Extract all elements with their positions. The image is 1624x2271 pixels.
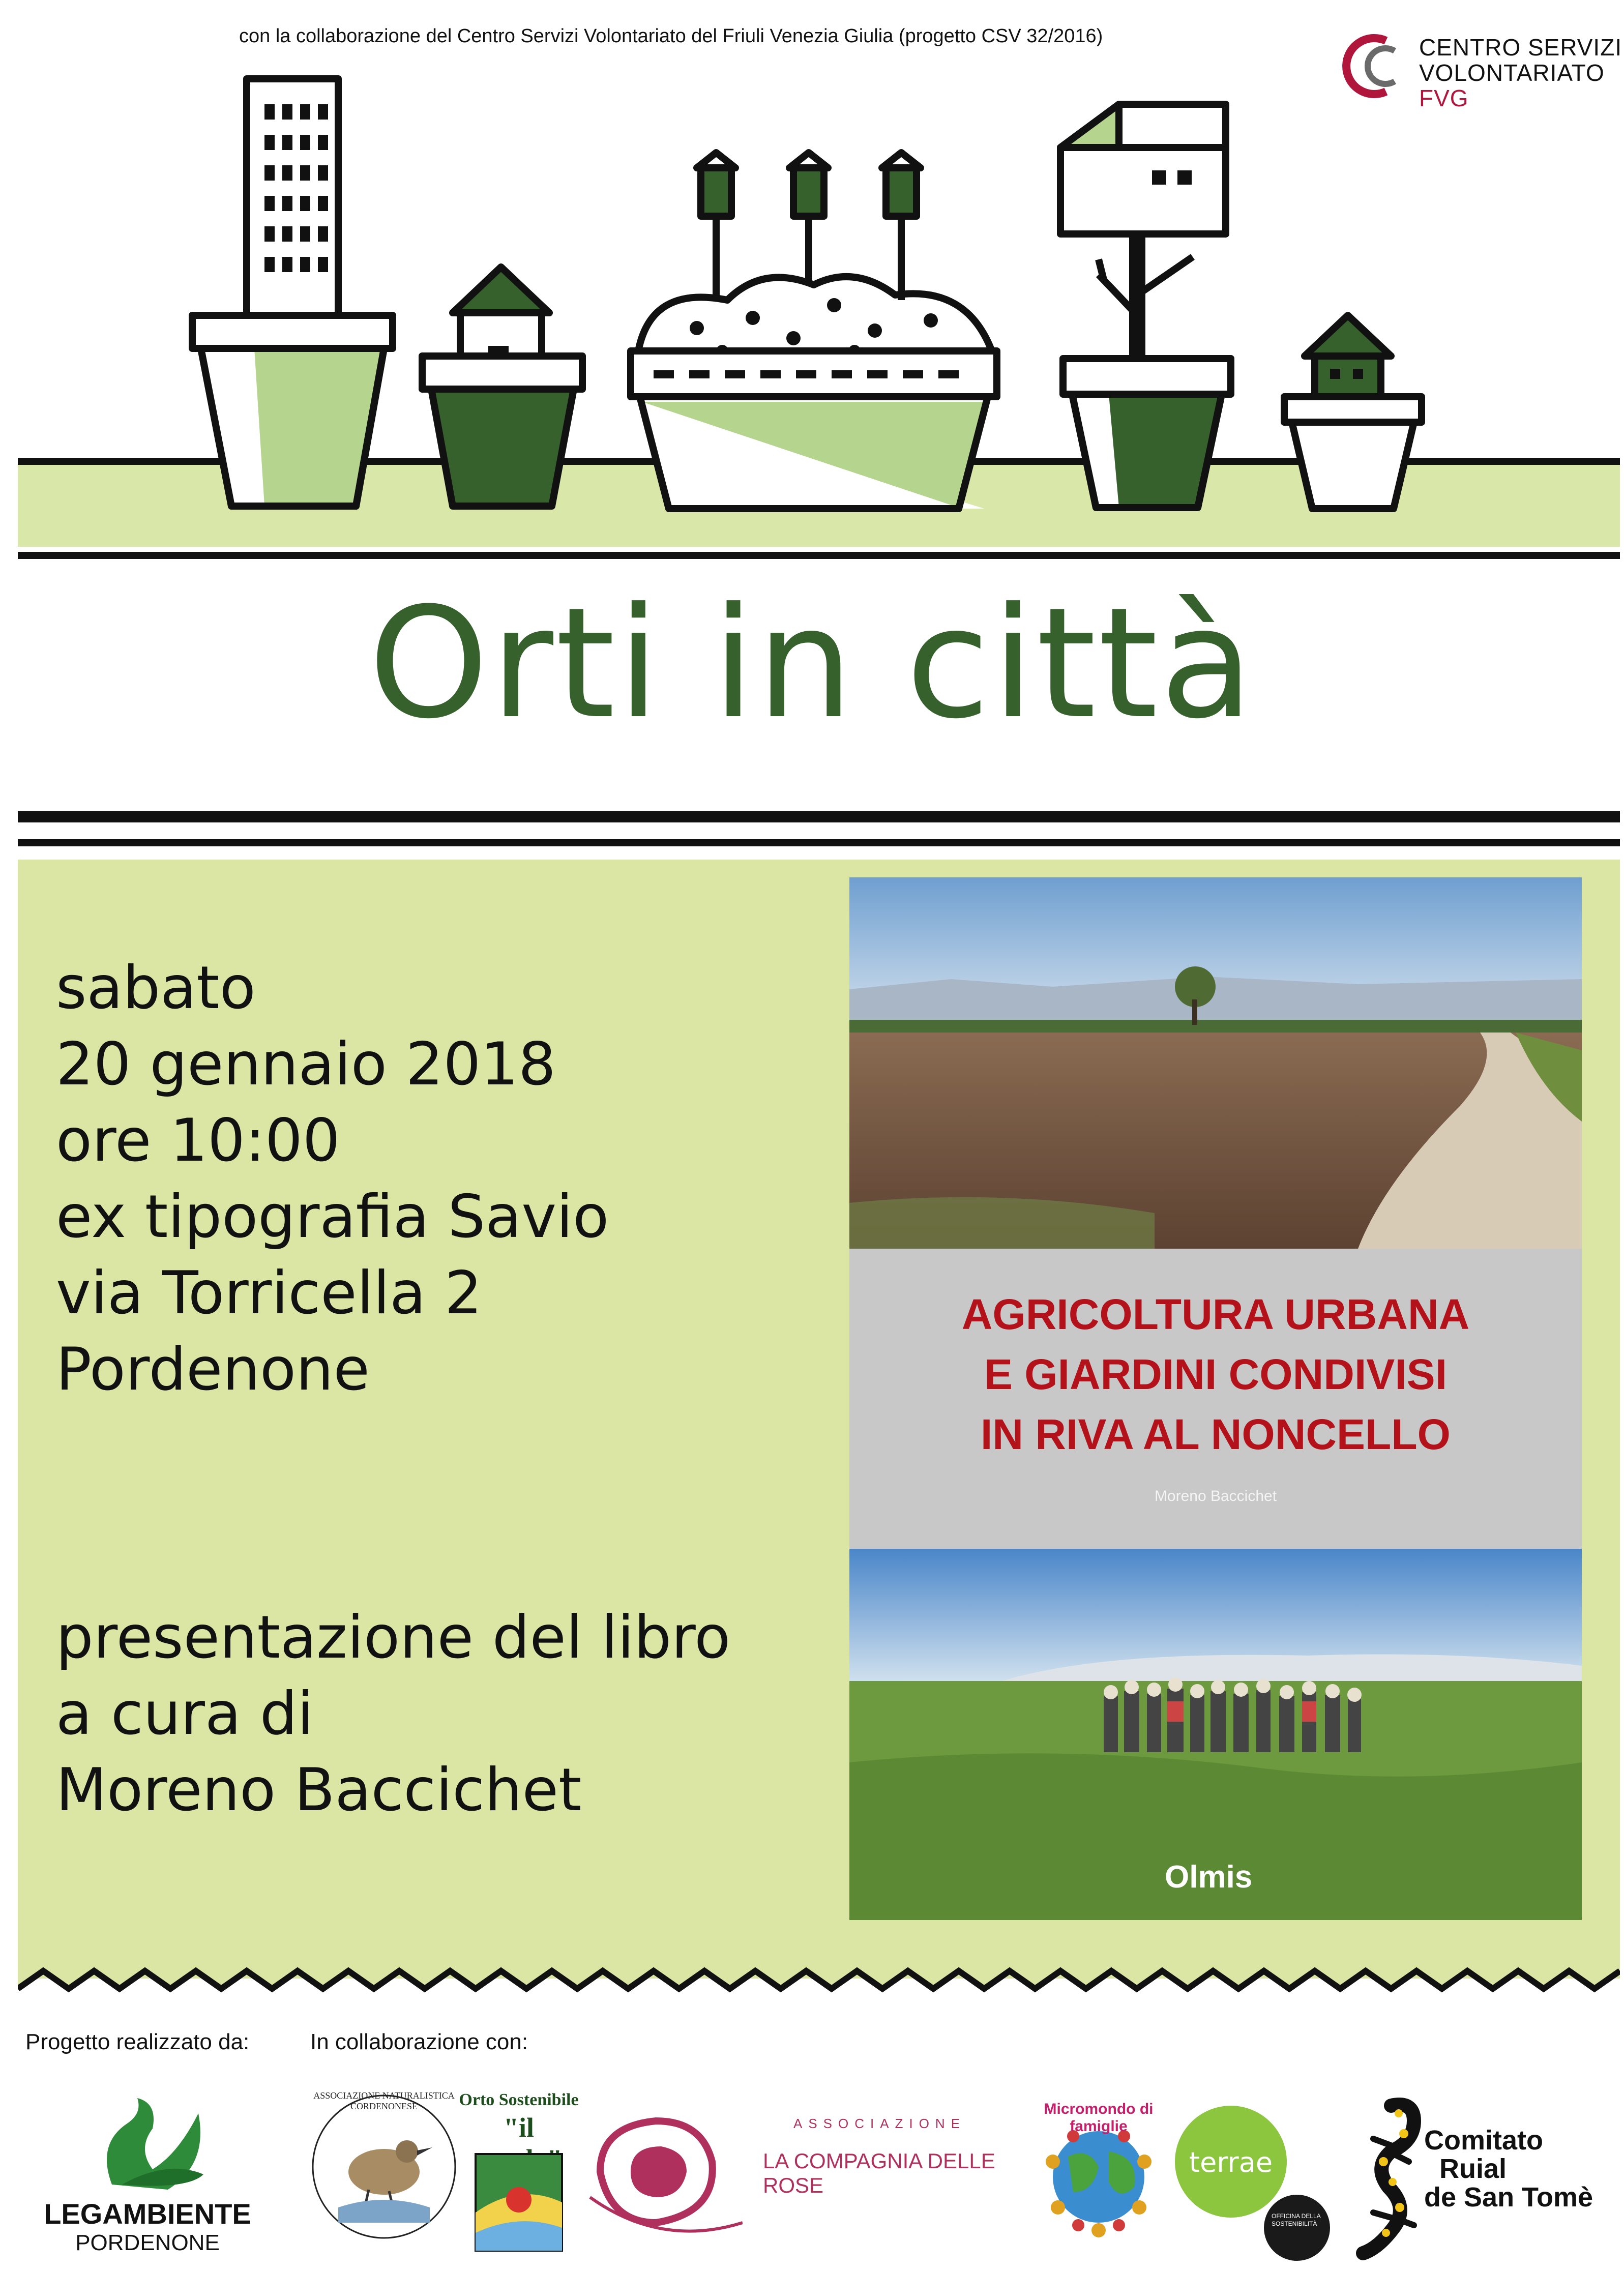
realized-by-label: Progetto realizzato da: — [25, 2029, 250, 2054]
micromondo-logo — [1022, 2096, 1175, 2248]
naturalistica-cordenonese-logo — [308, 2090, 460, 2243]
lamp-icon — [789, 153, 828, 285]
comitato-line2: Ruial — [1439, 2154, 1507, 2184]
csv-line1: CENTRO SERVIZI — [1419, 34, 1622, 61]
book-title-line: IN RIVA AL NONCELLO — [981, 1410, 1451, 1458]
book-cover-field-photo — [849, 877, 1582, 1249]
terrae-logo — [1170, 2101, 1343, 2263]
treehouse-pot — [1060, 104, 1231, 508]
presentation-author: Moreno Baccichet — [56, 1756, 582, 1824]
comitato-line1: Comitato — [1424, 2125, 1543, 2156]
event-venue: ex tipografia Savio — [56, 1183, 609, 1251]
rose-icon — [580, 2096, 743, 2248]
event-details — [56, 950, 609, 1408]
divider-stripe — [18, 811, 1620, 822]
orto-line2: "il — [504, 2112, 534, 2143]
csv-fvg: FVG — [1419, 85, 1469, 111]
terrae-sub: OFFICINA DELLA SOSTENIBILITÀ — [1272, 2213, 1321, 2227]
lamp-icon — [697, 153, 735, 300]
event-street: via Torricella 2 — [56, 1259, 482, 1328]
legambiente-name: LEGAMBIENTE — [44, 2198, 251, 2230]
terrae-circle-icon — [1170, 2101, 1343, 2263]
collaboration-label: In collaborazione con: — [310, 2029, 528, 2054]
garden-pots-illustration — [0, 61, 1624, 570]
orto-sostenibile-logo — [458, 2090, 580, 2258]
book-author: Moreno Baccichet — [1154, 1488, 1277, 1505]
trough-pot — [631, 153, 997, 509]
comitato-name — [1424, 2126, 1593, 2211]
legambiente-sub: PORDENONE — [75, 2230, 220, 2255]
presentation-line: presentazione del libro — [56, 1603, 731, 1672]
event-day: sabato — [56, 954, 256, 1022]
orto-line1: Orto Sostenibile — [459, 2090, 579, 2109]
event-date: 20 gennaio 2018 — [56, 1030, 556, 1099]
divider-stripe — [18, 839, 1620, 846]
lamp-icon — [882, 153, 921, 300]
rose-assoc: ASSOCIAZIONE — [793, 2116, 966, 2131]
small-house-pot — [1284, 315, 1422, 509]
bird-icon — [308, 2090, 460, 2243]
terrae-name: terrae — [1189, 2146, 1273, 2178]
comitato-line3: de San Tomè — [1424, 2182, 1593, 2213]
book-title-line: E GIARDINI CONDIVISI — [984, 1350, 1448, 1398]
poster-title: Orti in città — [368, 575, 1256, 752]
comitato-ruial-logo — [1343, 2090, 1622, 2263]
csv-line2: VOLONTARIATO — [1419, 60, 1605, 86]
house-pot — [422, 267, 582, 506]
compagnia-delle-rose-logo — [580, 2096, 1007, 2248]
micromondo-name: Micromondo di famiglie — [1044, 2101, 1154, 2135]
book-cover — [849, 877, 1582, 1920]
book-publisher: Olmis — [1165, 1860, 1253, 1895]
book-title — [849, 1284, 1582, 1464]
presentation-details — [56, 1600, 730, 1828]
naturalistica-name: ASSOCIAZIONE NATURALISTICA CORDENONESE — [313, 2090, 455, 2111]
presentation-line: a cura di — [56, 1679, 314, 1748]
swan-icon — [36, 2083, 259, 2200]
rose-name: LA COMPAGNIA DELLE ROSE — [763, 2149, 995, 2197]
garden-icon — [473, 2151, 565, 2253]
event-city: Pordenone — [56, 1335, 370, 1404]
event-time: ore 10:00 — [56, 1106, 340, 1175]
skyscraper-pot — [192, 79, 393, 506]
legambiente-logo — [36, 2083, 259, 2266]
book-title-line: AGRICOLTURA URBANA — [961, 1290, 1470, 1338]
zigzag-border — [18, 1948, 1620, 2004]
collaboration-credit: con la collaborazione del Centro Servizi Volontariato del Friuli Venezia Giulia (progetto CSV 32/2016) — [239, 25, 1103, 47]
